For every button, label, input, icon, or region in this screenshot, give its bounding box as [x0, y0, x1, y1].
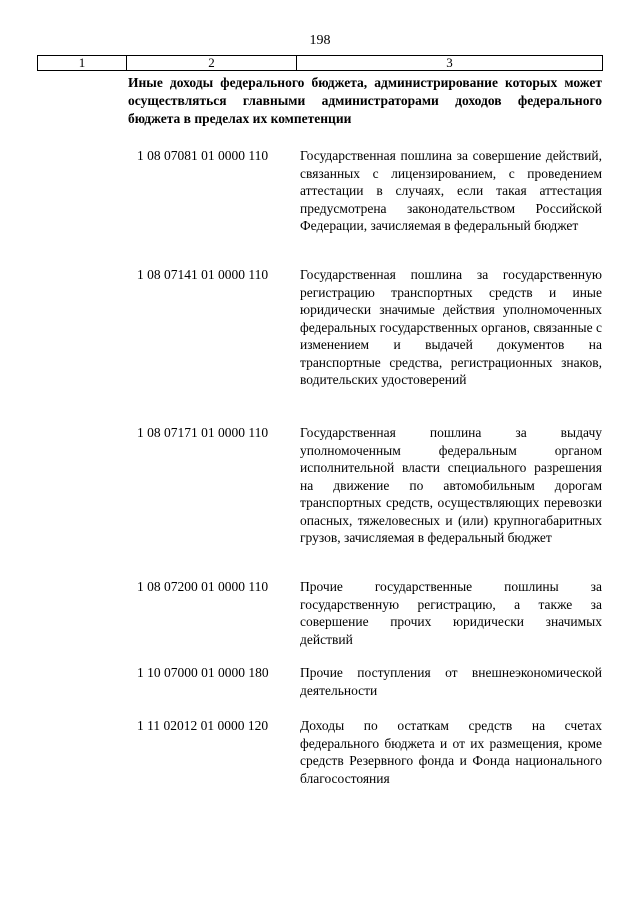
- revenue-description: Прочие поступления от внешнеэкономической деятельности: [300, 665, 602, 698]
- table-column-header: [37, 55, 603, 71]
- revenue-code: 1 08 07081 01 0000 110: [137, 148, 269, 163]
- revenue-description: Государственная пошлина за совершение действий, связанных с лицензированием, с проведением аттестации в случаях, если такая аттестация предусмотрена законодательством Российской Федерации, зачисляемая в федеральный бюджет: [300, 148, 602, 233]
- revenue-description: Государственная пошлина за государственную регистрацию транспортных средств и иные юридически значимые действия уполномоченных федеральных государственных органов, связанные с изменением и выдачей документов на транспортные средства, регистрационных знаков, водительских удостоверений: [300, 267, 602, 387]
- column-header-3: 3: [446, 55, 453, 70]
- page-number: 198: [309, 33, 331, 48]
- revenue-code: 1 10 07000 01 0000 180: [137, 665, 269, 680]
- revenue-description: Доходы по остаткам средств на счетах федерального бюджета и от их размещения, кроме средств Резервного фонда и Фонда национального благосостояния: [300, 718, 602, 786]
- revenue-code: 1 08 07200 01 0000 110: [137, 579, 269, 594]
- column-header-1: 1: [38, 56, 127, 70]
- revenue-description: Прочие государственные пошлины за государственную регистрацию, а также за совершение прочих юридически значимых действий: [300, 579, 602, 647]
- section-title: Иные доходы федерального бюджета, администрирование которых может осуществляться главными администраторами доходов федерального бюджета в пределах их компетенции: [128, 75, 602, 126]
- column-header-2: 2: [127, 56, 297, 70]
- revenue-code: 1 08 07171 01 0000 110: [137, 425, 269, 440]
- revenue-description: Государственная пошлина за выдачу уполномоченным федеральным органом исполнительной власти специального разрешения на движение по автомобильным дорогам транспортных средств, осуществляющих перевозки опасных, тяжеловесных и (или) крупногабаритных грузов, зачисляемая в федеральный бюджет: [300, 425, 602, 545]
- revenue-code: 1 08 07141 01 0000 110: [137, 267, 269, 282]
- revenue-code: 1 11 02012 01 0000 120: [137, 718, 269, 733]
